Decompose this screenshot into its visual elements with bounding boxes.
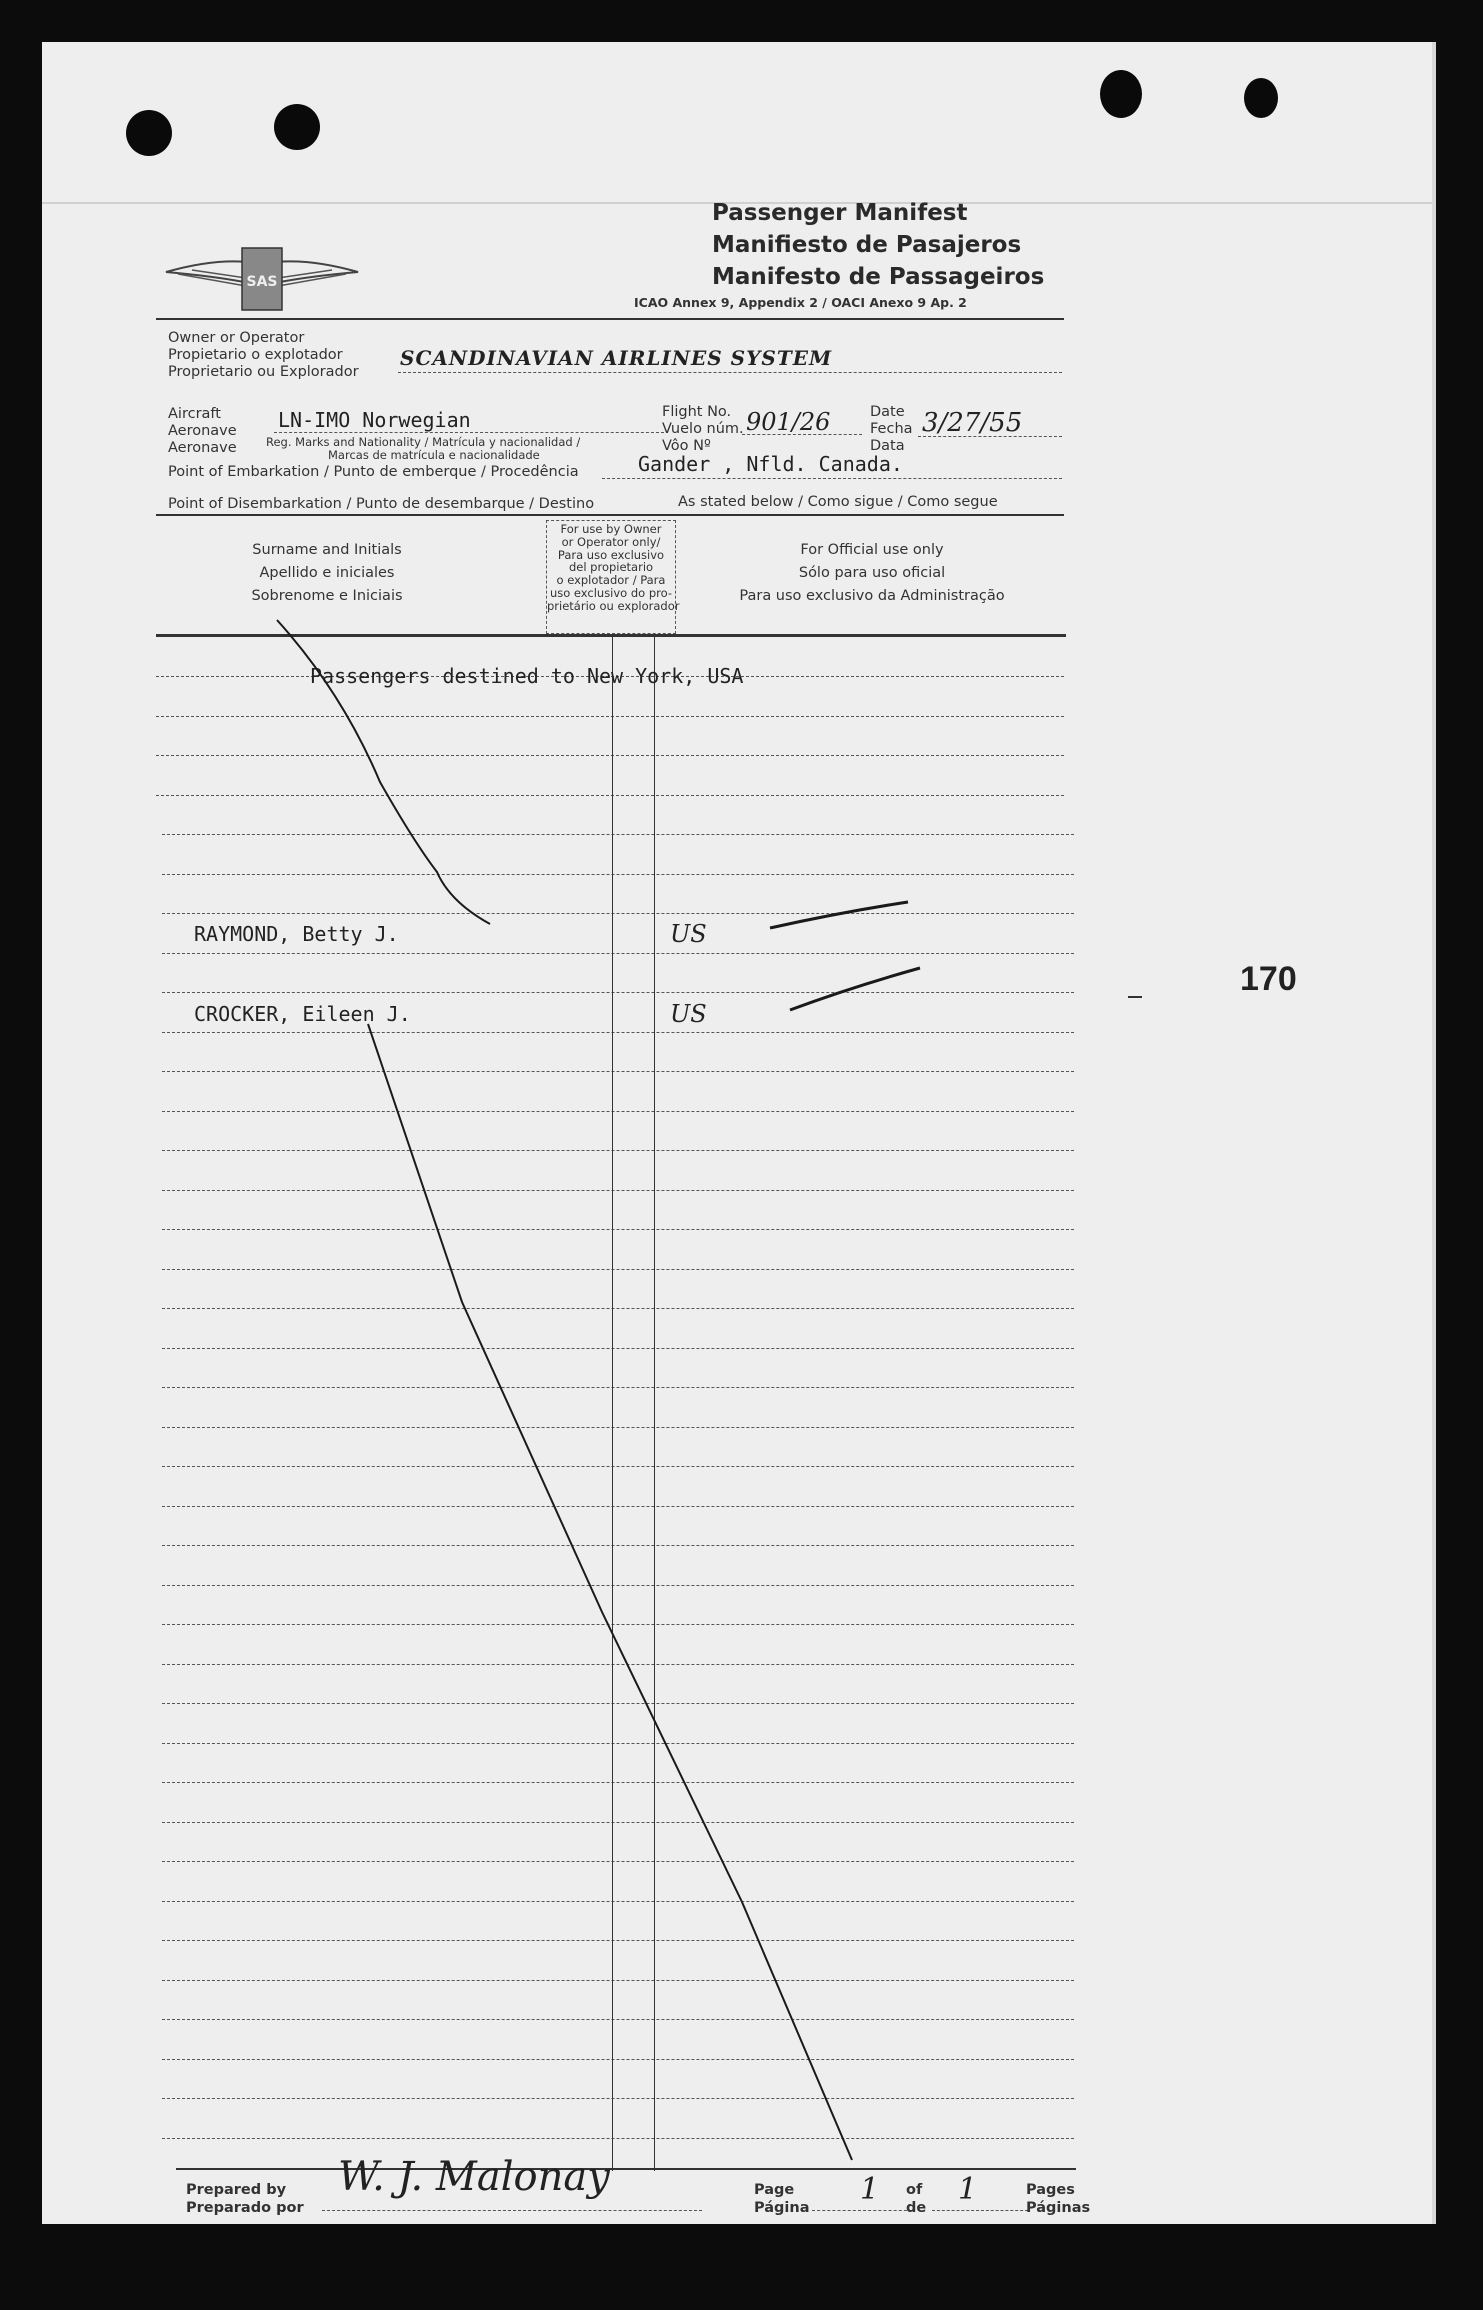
passenger-name: CROCKER, Eileen J. (194, 1002, 411, 1026)
date-label-pt: Data (870, 438, 905, 454)
title-es: Manifiesto de Pasajeros (712, 232, 1022, 258)
date-value: 3/27/55 (922, 408, 1023, 438)
owner-use-line: o explotador / Para (556, 573, 666, 588)
embarkation-label: Point of Embarkation / Punto de emberque / Procedência (168, 464, 579, 480)
owner-use-line: uso exclusivo do pro- (549, 585, 673, 600)
annex-ref: ICAO Annex 9, Appendix 2 / OACI Anexo 9 Ap. 2 (634, 295, 967, 310)
flight-label-es: Vuelo núm. (662, 421, 744, 437)
date-label-es: Fecha (870, 421, 913, 437)
footer-rule (176, 2168, 1076, 2170)
aircraft-sub-pt: Marcas de matrícula e nacionalidade (328, 448, 540, 462)
page-label-es: Página (754, 2200, 810, 2216)
owner-label-en: Owner or Operator (168, 330, 305, 346)
passenger-name: RAYMOND, Betty J. (194, 922, 399, 946)
col-official-es: Sólo para uso oficial (798, 565, 946, 581)
aircraft-label-en: Aircraft (168, 406, 221, 422)
owner-use-line: or Operator only/ (561, 534, 661, 549)
pen-strokes (42, 42, 1432, 2224)
owner-use-line: prietário ou explorador (547, 598, 680, 613)
signature: W. J. Malonay (338, 2154, 610, 2200)
aircraft-label-es: Aeronave (168, 423, 237, 439)
prepared-label-en: Prepared by (186, 2182, 287, 2198)
col-name-es: Apellido e iniciales (259, 565, 395, 581)
page-label-en: Page (754, 2182, 795, 2198)
page-value: 1 (860, 2172, 880, 2207)
flight-label-en: Flight No. (662, 404, 732, 420)
of-rule (932, 2210, 1028, 2211)
aircraft-label-pt: Aeronave (168, 440, 237, 456)
margin-number: 170 (1240, 960, 1297, 998)
disembarkation-label: Point of Disembarkation / Punto de desembarque / Destino (168, 496, 595, 512)
col-official-pt: Para uso exclusivo da Administração (739, 588, 1005, 604)
passenger-mark: US (670, 1000, 707, 1028)
date-label-en: Date (870, 404, 905, 420)
title-en: Passenger Manifest (712, 200, 968, 226)
owner-use-line: Para uso exclusivo (557, 547, 665, 562)
disembarkation-note: As stated below / Como sigue / Como segue (678, 494, 998, 510)
signature-rule (322, 2210, 702, 2211)
page-rule (812, 2210, 912, 2211)
passenger-mark: US (670, 920, 707, 948)
aircraft-value: LN-IMO Norwegian (278, 408, 471, 432)
aircraft-sub-en: Reg. Marks and Nationality / Matrícula y nacionalidad / (266, 435, 581, 449)
of-label-en: of (906, 2182, 923, 2198)
flight-label-pt: Vôo Nº (662, 438, 711, 454)
destination-note: Passengers destined to New York, USA (310, 664, 744, 688)
flight-value: 901/26 (746, 408, 831, 436)
of-label-es: de (906, 2200, 927, 2216)
pages-label-es: Páginas (1026, 2200, 1091, 2216)
emblem-text: SAS (246, 274, 278, 290)
manifest-paper (42, 42, 1436, 2224)
pages-label-en: Pages (1026, 2182, 1075, 2198)
embarkation-value: Gander , Nfld. Canada. (638, 452, 903, 476)
owner-label-pt: Proprietario ou Explorador (168, 364, 359, 380)
owner-use-line: For use by Owner (560, 522, 662, 536)
of-value: 1 (958, 2172, 978, 2207)
title-pt: Manifesto de Passageiros (712, 264, 1045, 290)
col-name-en: Surname and Initials (252, 542, 402, 558)
col-name-pt: Sobrenome e Iniciais (251, 588, 403, 604)
col-official-en: For Official use only (800, 542, 944, 558)
owner-value: SCANDINAVIAN AIRLINES SYSTEM (400, 346, 833, 370)
margin-tick (1128, 996, 1142, 998)
owner-label-es: Propietario o explotador (168, 347, 343, 363)
prepared-label-es: Preparado por (186, 2200, 304, 2216)
owner-use-line: del propietario (568, 560, 654, 575)
